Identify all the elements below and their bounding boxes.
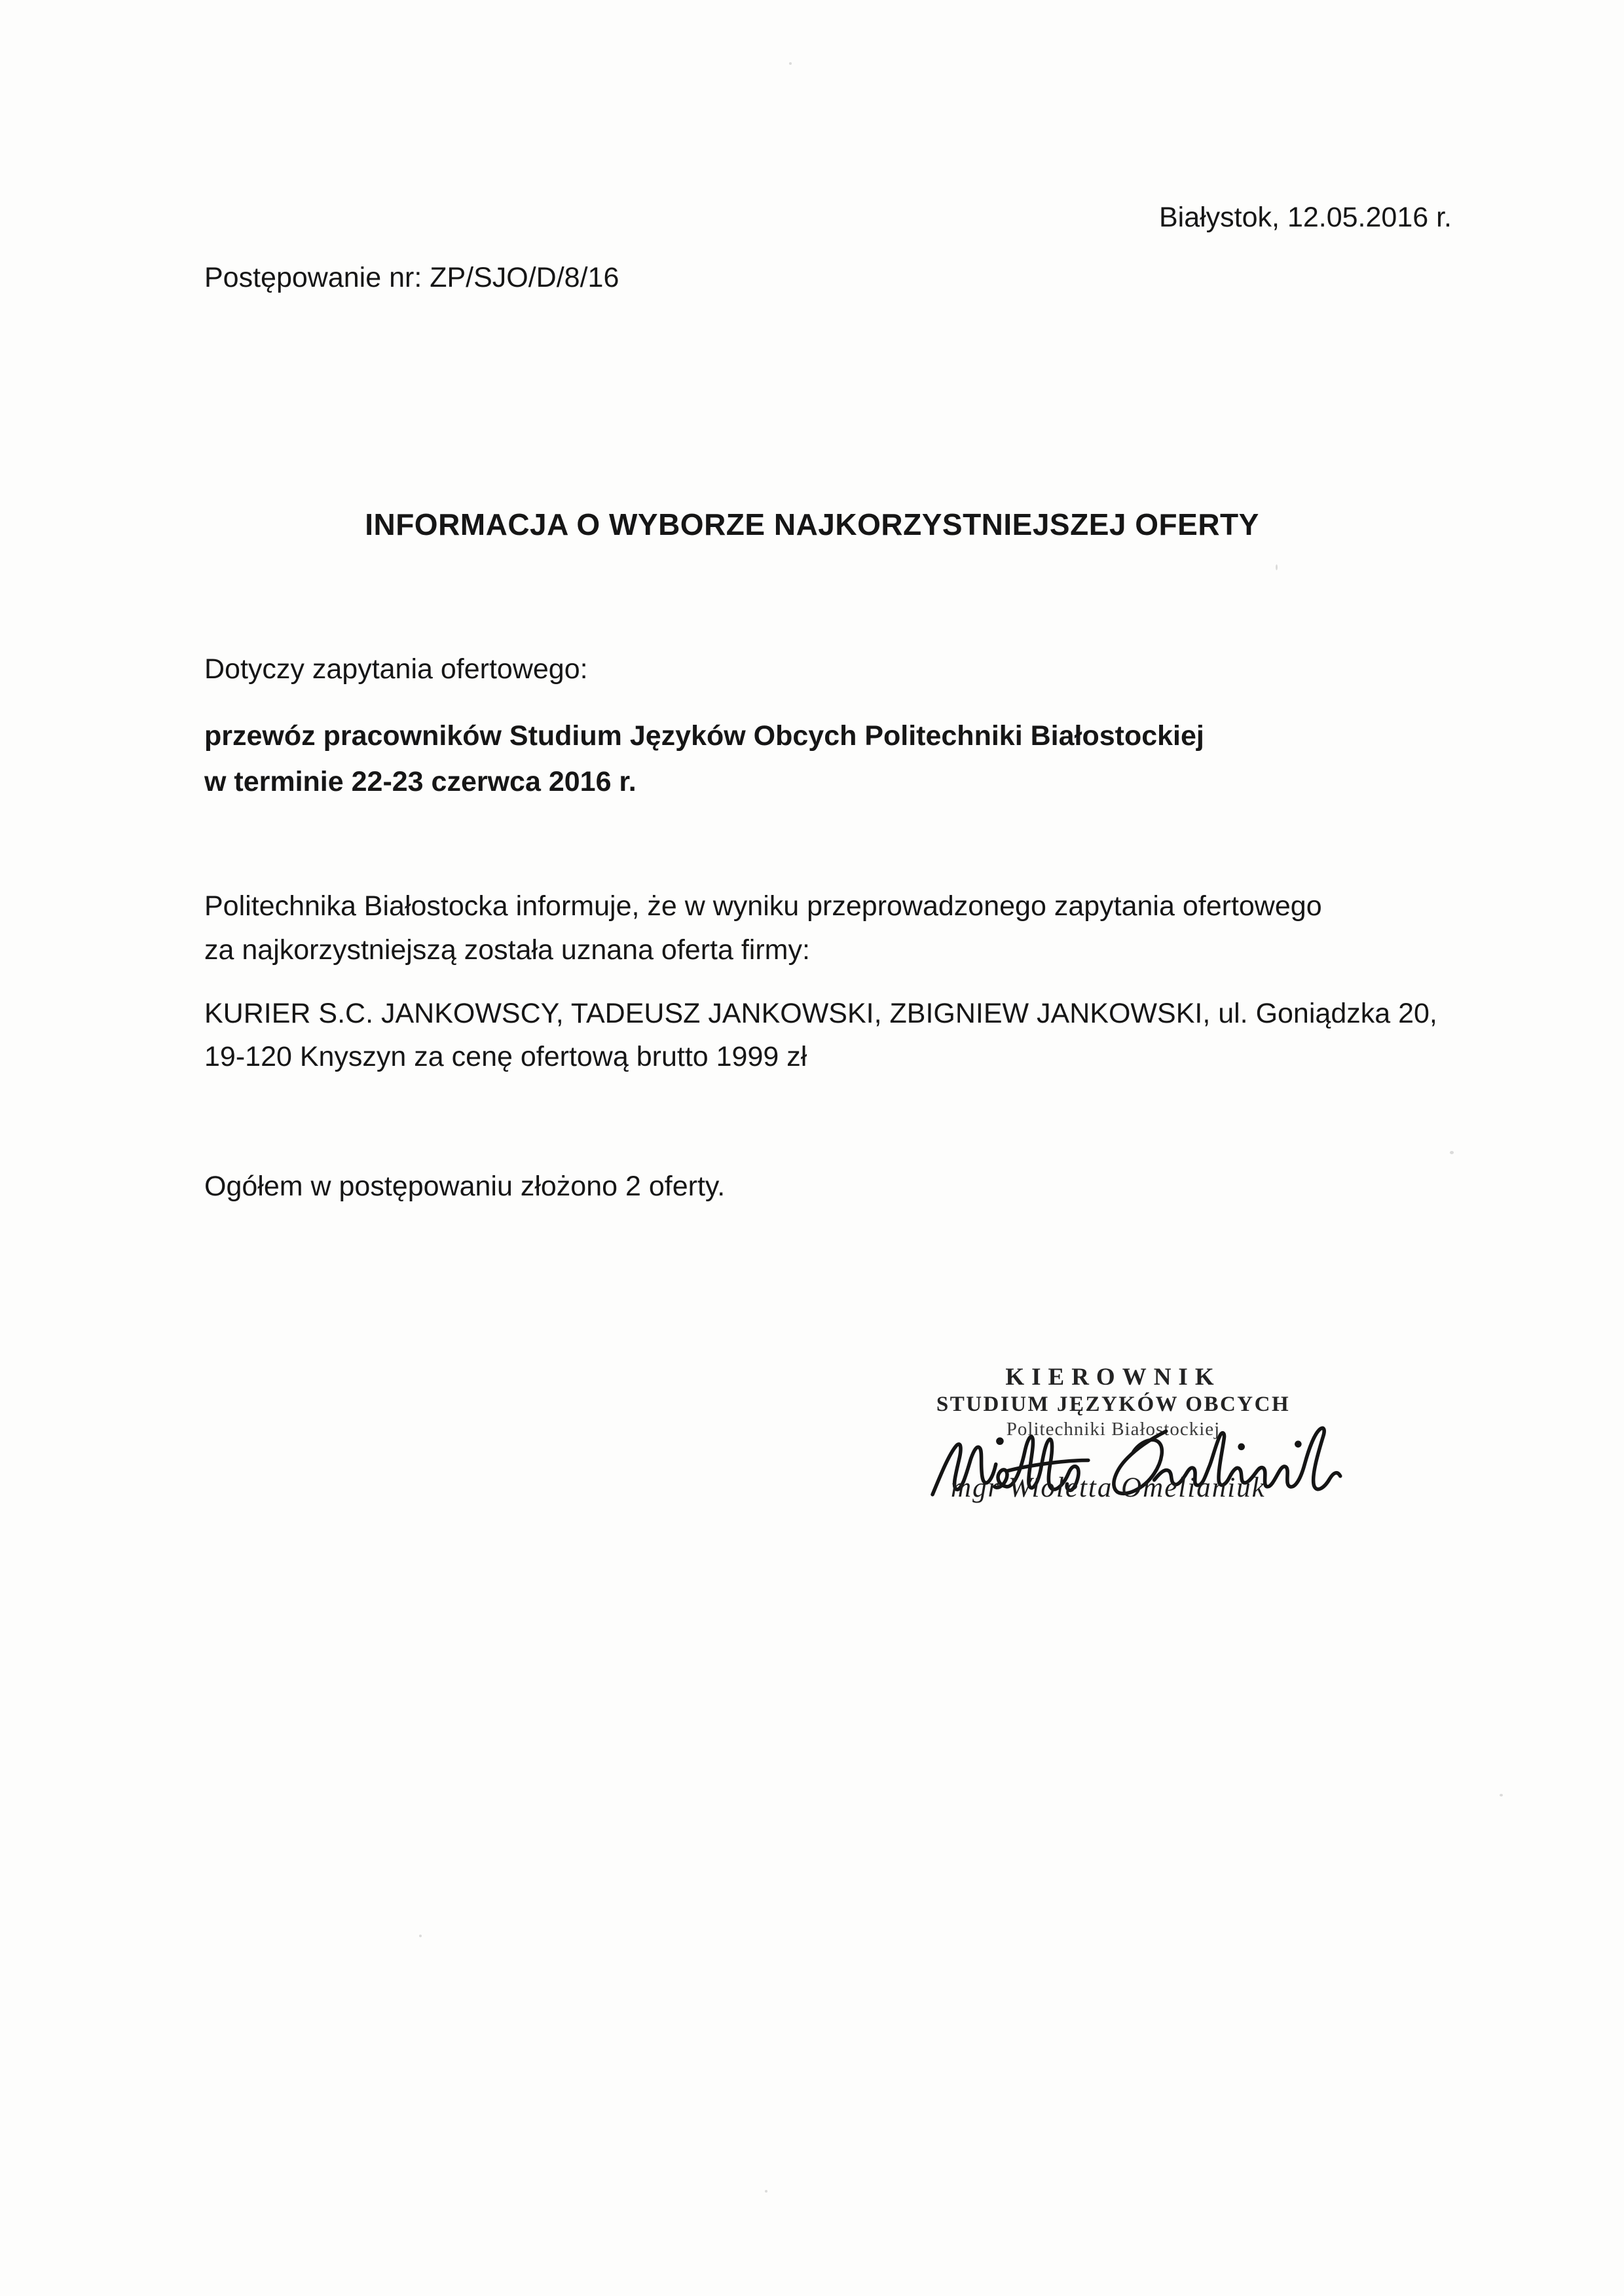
- subject-line: przewóz pracowników Studium Języków Obcych Politechniki Białostockiej: [204, 720, 1204, 752]
- offers-total-line: Ogółem w postępowaniu złożono 2 oferty.: [204, 1171, 726, 1202]
- scan-speck: [1276, 564, 1278, 570]
- regarding-line: Dotyczy zapytania ofertowego:: [204, 653, 588, 685]
- stamp-role-line: KIEROWNIK: [1005, 1364, 1221, 1391]
- scan-speck: [419, 1935, 422, 1937]
- result-line: za najkorzystniejszą została uznana oferta firmy:: [204, 934, 810, 966]
- case-number: Postępowanie nr: ZP/SJO/D/8/16: [204, 262, 619, 293]
- scan-speck: [1500, 1794, 1503, 1796]
- date-line: Białystok, 12.05.2016 r.: [1158, 202, 1452, 233]
- result-line: Politechnika Białostocka informuje, że w wyniku przeprowadzonego zapytania ofertowego: [204, 890, 1322, 922]
- winner-line: 19-120 Knyszyn za cenę ofertową brutto 1999 zł: [204, 1041, 807, 1072]
- scan-speck: [1450, 1151, 1454, 1154]
- scan-speck: [765, 2190, 767, 2193]
- winner-line: KURIER S.C. JANKOWSCY, TADEUSZ JANKOWSKI, ZBIGNIEW JANKOWSKI, ul. Goniądzka 20,: [204, 998, 1437, 1029]
- scan-speck: [789, 62, 792, 65]
- signed-name-line: mgr Wioletta Omelianiuk: [951, 1472, 1266, 1503]
- stamp-org-line: Politechniki Białostockiej: [1006, 1419, 1221, 1440]
- stamp-unit-line: STUDIUM JĘZYKÓW OBCYCH: [936, 1393, 1291, 1416]
- document-title: INFORMACJA O WYBORZE NAJKORZYSTNIEJSZEJ OFERTY: [365, 507, 1259, 541]
- subject-line: w terminie 22-23 czerwca 2016 r.: [204, 766, 637, 797]
